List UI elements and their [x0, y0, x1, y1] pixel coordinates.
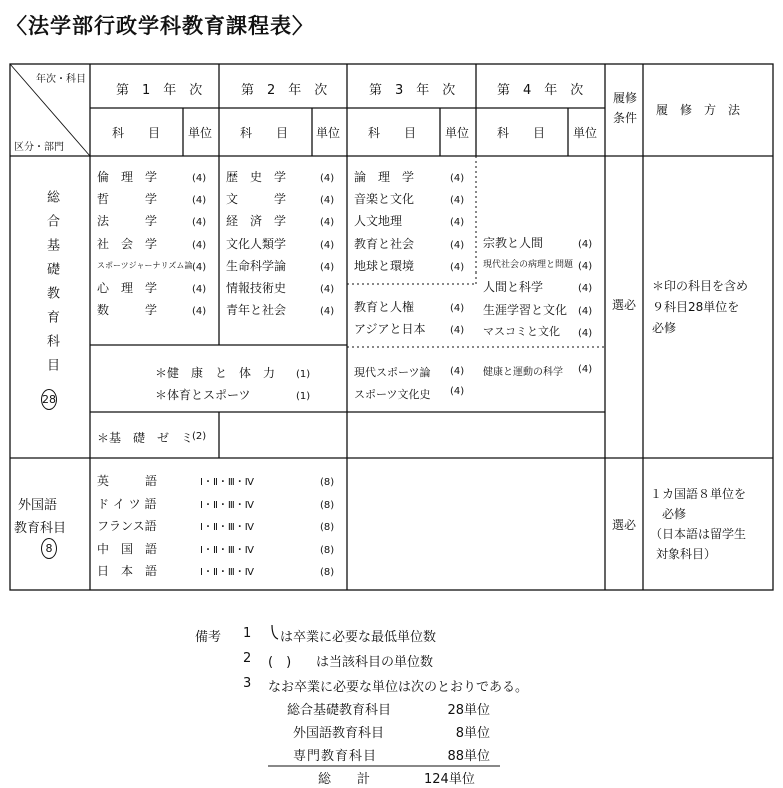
method-line: （日本語は留学生 — [650, 527, 747, 541]
list-item: 地球と環境 — [354, 258, 415, 273]
list-item: 英 語 — [97, 474, 158, 488]
note-3-num: 3 — [243, 676, 252, 691]
header-year-1: 第 1 年 次 — [116, 83, 203, 98]
general-year4-units — [578, 234, 592, 345]
general-year4-names — [483, 232, 573, 343]
list-item: ド イ ツ 語 — [97, 496, 157, 511]
list-item: 生命科学論 — [226, 258, 287, 273]
method-line: ９科目28単位を — [652, 300, 740, 314]
levels: Ⅰ・Ⅱ・Ⅲ・Ⅳ — [200, 499, 254, 511]
list-item: 現代スポーツ論 — [354, 366, 431, 379]
list-item: 生涯学習と文化 — [483, 302, 568, 317]
header-subject-4: 科 目 — [497, 126, 546, 140]
unit: (4) — [192, 173, 207, 184]
general-credits-badge — [41, 388, 57, 410]
sports12-units — [296, 364, 310, 408]
header-year-3: 第 3 年 次 — [369, 83, 456, 98]
unit: (4) — [320, 261, 335, 273]
foreign-label-1: 外国語 — [18, 498, 58, 513]
unit: (4) — [450, 325, 465, 337]
header-unit-3: 単位 — [445, 126, 470, 140]
foreign-condition: 選必 — [612, 518, 637, 532]
sports12-names — [155, 362, 275, 406]
list-item: ＊健 康 と 体 力 — [155, 366, 276, 380]
header-subject-2: 科 目 — [240, 126, 289, 140]
total-value: 28単位 — [447, 703, 490, 718]
general-year3-units-b — [450, 298, 464, 342]
unit: (4) — [192, 239, 207, 251]
list-item: 法 学 — [97, 214, 158, 229]
unit: (8) — [320, 567, 335, 578]
foreign-method — [650, 484, 746, 564]
list-item: 現代社会の病理と問題 — [483, 260, 574, 271]
list-item: 情報技術史 — [226, 281, 287, 296]
sum-value: 124単位 — [424, 772, 475, 787]
sum-name: 総 計 — [318, 772, 371, 787]
unit: (1) — [296, 369, 311, 380]
general-year3-names-a — [354, 166, 414, 277]
header-condition: 履修条件 — [612, 91, 637, 125]
list-item: 歴 史 学 — [226, 170, 287, 184]
unit: (4) — [320, 284, 335, 296]
list-item: 音楽と文化 — [354, 192, 415, 207]
levels: Ⅰ・Ⅱ・Ⅲ・Ⅳ — [200, 567, 254, 578]
list-item: スポーツジャーナリズム論 — [97, 260, 193, 270]
levels: Ⅰ・Ⅱ・Ⅲ・Ⅳ — [200, 544, 254, 556]
note-1-text: は卒業に必要な最低単位数 — [280, 630, 437, 645]
totals-values — [436, 699, 490, 768]
method-line: 必修 — [652, 321, 677, 335]
list-item: マスコミと文化 — [483, 324, 560, 338]
header-unit-4: 単位 — [573, 126, 598, 140]
header-year-subject: 年次・科目 — [36, 74, 86, 85]
page-title: 〈法学部行政学科教育課程表〉 — [6, 14, 314, 38]
notes-label: 備考 — [195, 630, 222, 645]
unit: (4) — [578, 283, 593, 295]
total-name: 専門教育科目 — [293, 749, 378, 764]
foreign-names — [97, 470, 157, 583]
list-item: 文化人類学 — [226, 236, 287, 251]
general-credits: 28 — [41, 389, 57, 410]
unit: (4) — [578, 239, 593, 250]
method-line: 対象科目） — [656, 547, 717, 561]
sports3-names — [354, 362, 431, 406]
header-method: 履 修 方 法 — [656, 103, 741, 117]
total-name: 外国語教育科目 — [293, 726, 385, 741]
list-item: 日 本 語 — [97, 564, 158, 578]
unit: (4) — [320, 195, 335, 207]
unit: (4) — [450, 173, 465, 184]
list-item: 教育と社会 — [354, 236, 415, 251]
unit: (8) — [320, 522, 335, 533]
foreign-credits-badge — [41, 537, 57, 559]
method-line: ＊印の科目を含め — [652, 279, 749, 293]
foreign-levels — [200, 472, 254, 585]
list-item: 宗教と人間 — [483, 236, 544, 250]
general-year1-names — [97, 166, 192, 321]
unit: (4) — [578, 261, 593, 273]
header-year-4: 第 4 年 次 — [497, 83, 584, 98]
levels: Ⅰ・Ⅱ・Ⅲ・Ⅳ — [200, 477, 254, 488]
list-item: スポーツ文化史 — [354, 388, 431, 401]
method-line: 必修 — [662, 507, 687, 521]
unit: (4) — [450, 239, 465, 251]
unit: (4) — [320, 173, 335, 184]
list-item: 倫 理 学 — [97, 170, 158, 184]
unit: (4) — [450, 217, 465, 229]
unit: (4) — [450, 303, 465, 314]
list-item: 経 済 学 — [226, 214, 287, 229]
foreign-credits: 8 — [41, 538, 57, 559]
total-value: 88単位 — [447, 749, 490, 764]
unit: (8) — [320, 544, 335, 556]
unit: (4) — [450, 386, 465, 397]
unit: (8) — [320, 499, 335, 511]
header-unit-1: 単位 — [188, 126, 213, 140]
levels: Ⅰ・Ⅱ・Ⅲ・Ⅳ — [200, 522, 254, 533]
unit: (4) — [192, 195, 207, 207]
general-label: 総合基礎教育科目 — [44, 190, 59, 382]
unit: (4) — [320, 306, 335, 318]
seminar-unit: (2) — [192, 431, 207, 442]
list-item: 論 理 学 — [354, 170, 415, 184]
general-year2-names — [226, 166, 286, 321]
note-3-text: なお卒業に必要な単位は次のとおりである。 — [268, 680, 529, 695]
sports4-unit: (4) — [578, 364, 593, 375]
header-year-2: 第 2 年 次 — [241, 83, 328, 98]
foreign-label-2: 教育科目 — [14, 521, 67, 536]
note-2-paren: ( ) — [268, 655, 292, 670]
unit: (4) — [450, 261, 465, 273]
seminar-name: ＊基 礎 ゼ ミ — [97, 431, 194, 445]
unit: (4) — [578, 305, 593, 317]
unit: (4) — [320, 239, 335, 251]
general-condition: 選必 — [612, 298, 637, 312]
unit: (4) — [450, 366, 465, 377]
sports4-name: 健康と運動の科学 — [483, 367, 563, 378]
list-item: 哲 学 — [97, 192, 158, 207]
list-item: 数 学 — [97, 303, 158, 318]
general-method — [652, 276, 748, 339]
general-year3-units-a — [450, 168, 464, 279]
header-division: 区分・部門 — [14, 142, 64, 153]
unit: (4) — [192, 261, 207, 273]
general-year1-units — [192, 168, 206, 323]
method-line: １カ国語８単位を — [650, 487, 747, 501]
unit: (4) — [192, 306, 207, 318]
list-item: 人文地理 — [354, 214, 403, 229]
list-item: 青年と社会 — [226, 303, 287, 318]
header-subject-1: 科 目 — [112, 126, 161, 140]
unit: (4) — [192, 284, 207, 296]
note-2-text: は当該科目の単位数 — [316, 655, 434, 670]
list-item: 文 学 — [226, 192, 287, 207]
list-item: フランス語 — [97, 519, 157, 533]
note-1-num: 1 — [243, 626, 252, 641]
general-year3-names-b — [354, 296, 426, 340]
list-item: 心 理 学 — [97, 281, 158, 296]
unit: (4) — [192, 217, 207, 229]
header-subject-3: 科 目 — [368, 126, 417, 140]
list-item: 教育と人権 — [354, 300, 415, 314]
list-item: アジアと日本 — [354, 322, 426, 337]
general-year2-units — [320, 168, 334, 323]
list-item: 中 国 語 — [97, 541, 158, 556]
unit: (4) — [578, 327, 593, 339]
totals-names — [287, 699, 391, 768]
list-item: 人間と科学 — [483, 280, 544, 295]
unit: (8) — [320, 477, 335, 488]
note-2-num: 2 — [243, 651, 252, 666]
total-name: 総合基礎教育科目 — [287, 703, 392, 718]
foreign-units — [320, 472, 334, 585]
unit: (4) — [450, 195, 465, 207]
header-unit-2: 単位 — [316, 126, 341, 140]
list-item: 社 会 学 — [97, 236, 158, 251]
list-item: ＊体育とスポーツ — [155, 388, 251, 402]
unit: (1) — [296, 391, 311, 402]
unit: (4) — [320, 217, 335, 229]
sports3-units — [450, 362, 464, 402]
total-value: 8単位 — [455, 726, 490, 741]
